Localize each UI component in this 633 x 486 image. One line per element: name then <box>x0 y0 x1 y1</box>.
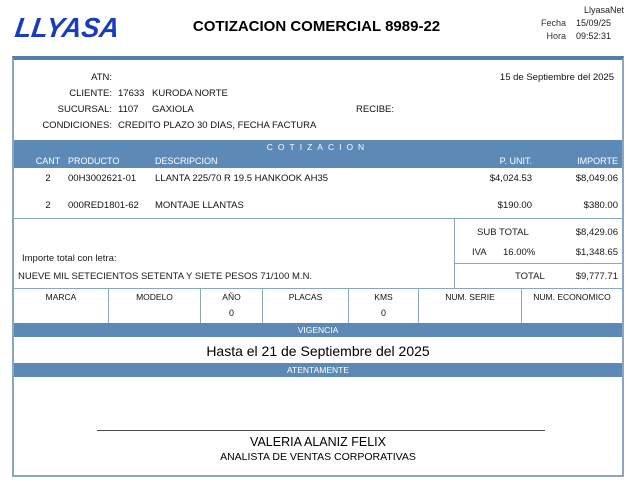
atentamente-bar <box>14 363 622 377</box>
vehicle-col-ano <box>200 289 262 323</box>
item-importe: $380.00 <box>583 200 618 211</box>
vehicle-col-label: MODELO <box>136 292 173 302</box>
condiciones-value: CREDITO PLAZO 30 DIAS, FECHA FACTURA <box>118 120 317 131</box>
cliente-label: CLIENTE: <box>69 88 112 99</box>
vehicle-col-numserie <box>418 289 521 323</box>
item-cant: 2 <box>45 200 51 211</box>
vigencia-value: Hasta el 21 de Septiembre del 2025 <box>206 343 430 359</box>
subtotal-value: $8,429.06 <box>575 227 618 238</box>
vehicle-table <box>14 288 622 323</box>
vehicle-col-label: AÑO <box>222 292 241 302</box>
sucursal-row <box>14 104 622 117</box>
iva-rate: 16.00% <box>503 247 536 258</box>
item-punit: $190.00 <box>497 200 532 211</box>
session-info <box>541 4 624 43</box>
vehicle-col-marca <box>14 289 108 323</box>
item-descripcion: LLANTA 225/70 R 19.5 HANKOOK AH35 <box>155 173 329 184</box>
condiciones-label: CONDICIONES: <box>42 120 112 131</box>
condiciones-row <box>14 120 622 133</box>
signature-role: ANALISTA DE VENTAS CORPORATIVAS <box>220 451 416 463</box>
col-descripcion: DESCRIPCION <box>155 156 218 166</box>
sucursal-code: 1107 <box>118 104 139 115</box>
totals-divider <box>455 263 622 264</box>
page-title: COTIZACION COMERCIAL 8989-22 <box>192 18 441 35</box>
item-importe: $8,049.06 <box>575 173 618 184</box>
vehicle-col-numeconomico <box>521 289 622 323</box>
document-body <box>12 56 624 477</box>
vehicle-col-modelo <box>108 289 200 323</box>
hora-value: 09:52:31 <box>576 31 612 41</box>
vigencia-bar <box>14 323 622 337</box>
cliente-row <box>14 88 622 101</box>
signature-line <box>97 430 545 431</box>
cotizacion-section-title: COTIZACION <box>266 141 370 152</box>
vehicle-col-kms <box>348 289 418 323</box>
signature-name: VALERIA ALANIZ FELIX <box>250 435 386 449</box>
hora-row <box>541 30 624 43</box>
iva-label: IVA <box>472 247 487 258</box>
quote-table-header <box>14 153 622 168</box>
fecha-label: Fecha <box>540 18 566 28</box>
fecha-value: 15/09/25 <box>576 18 612 28</box>
sucursal-name: GAXIOLA <box>152 104 194 115</box>
item-cant: 2 <box>45 173 51 184</box>
atentamente-bar-label: ATENTAMENTE <box>286 365 350 375</box>
col-punit: P. UNIT. <box>499 156 532 166</box>
table-row <box>14 173 622 185</box>
document-date: 15 de Septiembre del 2025 <box>499 72 614 83</box>
cliente-name: KURODA NORTE <box>152 88 228 99</box>
sucursal-label: SUCURSAL: <box>57 104 112 115</box>
atn-label: ATN: <box>91 72 112 83</box>
item-producto: 000RED1801-62 <box>68 200 139 211</box>
cotizacion-section-bar <box>14 140 622 153</box>
col-cant: CANT <box>35 156 61 166</box>
vehicle-col-label: NUM. ECONOMICO <box>533 292 611 302</box>
vehicle-col-label: MARCA <box>45 292 77 302</box>
cliente-code: 17633 <box>118 88 145 99</box>
company-logo: LLYASA <box>13 12 122 43</box>
hora-label: Hora <box>546 31 566 41</box>
col-importe: IMPORTE <box>577 156 618 166</box>
total-value: $9,777.71 <box>575 271 618 282</box>
vehicle-col-label: NUM. SERIE <box>445 292 495 302</box>
amount-in-words-cell <box>14 219 455 288</box>
item-producto: 00H3002621-01 <box>68 173 137 184</box>
totals-section <box>14 218 622 288</box>
app-name: LlyasaNet <box>583 5 624 15</box>
vehicle-col-label: PLACAS <box>288 292 323 302</box>
item-punit: $4,024.53 <box>489 173 532 184</box>
table-row <box>14 200 622 212</box>
total-label: TOTAL <box>515 271 545 282</box>
amount-in-words-value: NUEVE MIL SETECIENTOS SETENTA Y SIETE PESOS 71/100 M.N. <box>18 271 313 282</box>
recibe-label: RECIBE: <box>356 104 395 115</box>
iva-value: $1,348.65 <box>575 247 618 258</box>
vigencia-bar-label: VIGENCIA <box>297 325 339 335</box>
item-descripcion: MONTAJE LLANTAS <box>155 200 244 211</box>
vehicle-col-placas <box>262 289 348 323</box>
app-name-row <box>541 4 624 17</box>
amount-in-words-label: Importe total con letra: <box>22 253 117 264</box>
fecha-row <box>541 17 624 30</box>
subtotal-label: SUB TOTAL <box>477 227 529 238</box>
vehicle-col-value: 0 <box>228 308 234 318</box>
atn-row <box>14 72 622 85</box>
vehicle-col-value: 0 <box>380 308 386 318</box>
vehicle-col-label: KMS <box>374 292 393 302</box>
totals-box <box>455 219 622 288</box>
col-producto: PRODUCTO <box>68 156 120 166</box>
